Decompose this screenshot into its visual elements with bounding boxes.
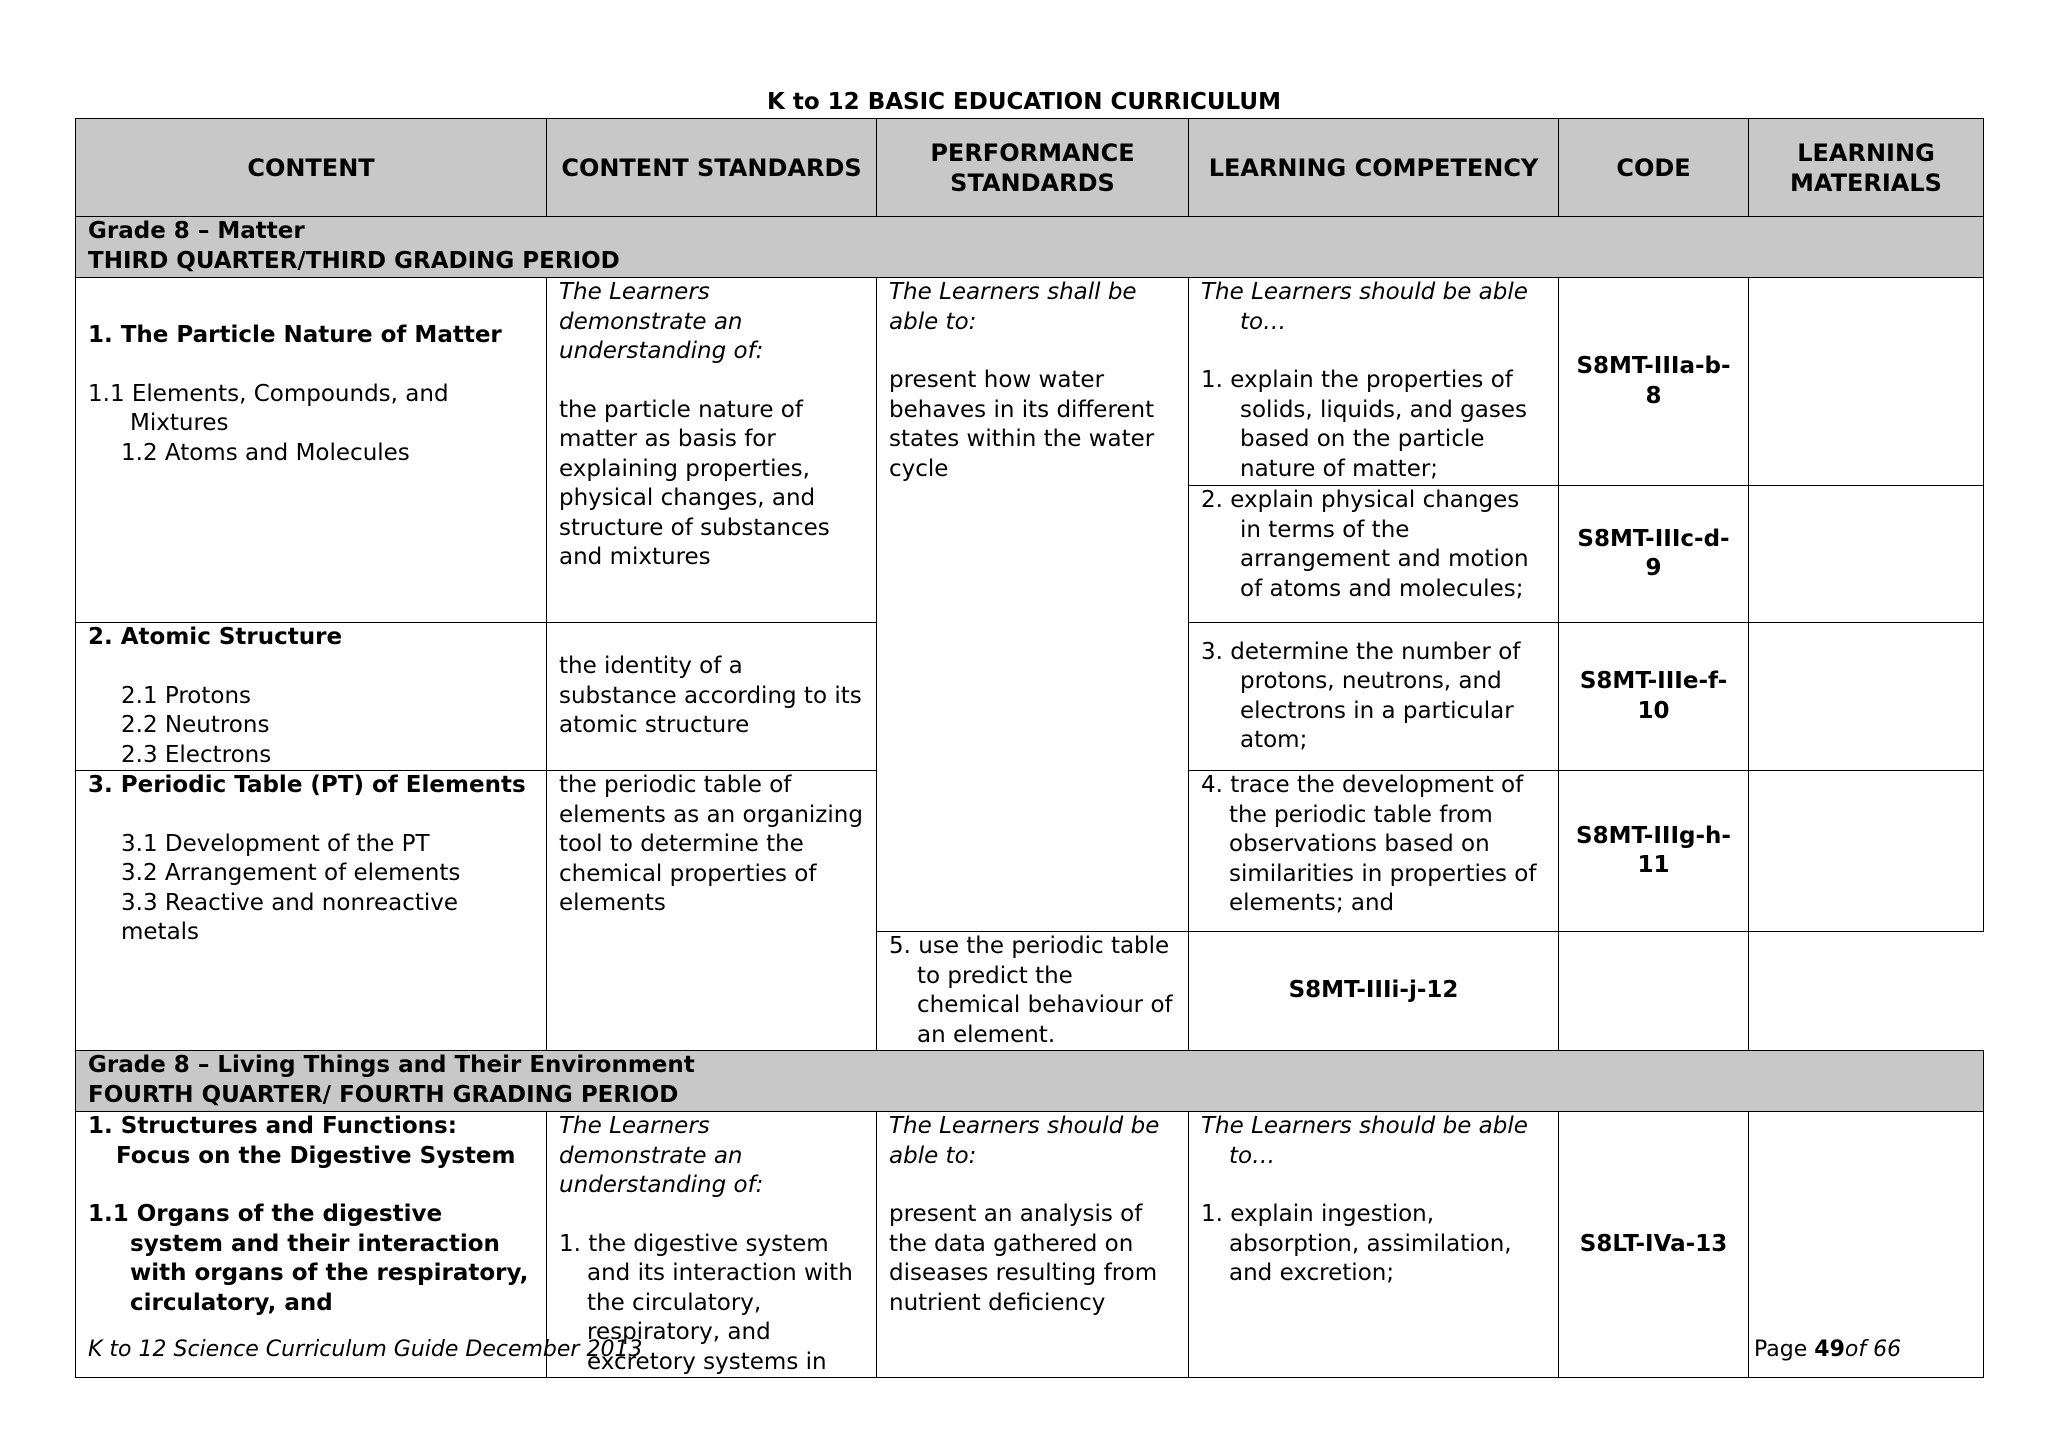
content-standard-text: 1. the digestive system and its interaction with the circulatory, respiratory, and excretory systems in bbox=[559, 1230, 853, 1375]
learning-competency-cell bbox=[1189, 771, 1559, 932]
code-cell: S8LT-IVa-13 bbox=[1559, 1112, 1749, 1378]
curriculum-table bbox=[75, 118, 1984, 1378]
header-content-standards: CONTENT STANDARDS bbox=[547, 119, 877, 217]
section-row-grade8-living-things bbox=[76, 1051, 1984, 1112]
section-row-grade8-matter bbox=[76, 217, 1984, 278]
performance-standard-text: present an analysis of the data gathered on diseases resulting from nutrient deficiency bbox=[889, 1201, 1158, 1316]
section-heading bbox=[76, 217, 1984, 278]
performance-standard-text: present how water behaves in its different states within the water cycle bbox=[889, 367, 1155, 482]
content-standard-text: the periodic table of elements as an organizing tool to determine the chemical properties of elements bbox=[559, 772, 863, 916]
performance-standard-cell bbox=[877, 1112, 1189, 1378]
subtopic: 1.2 Atoms and Molecules bbox=[121, 439, 410, 466]
code-cell: S8MT-IIIg-h-11 bbox=[1559, 771, 1749, 932]
header-learning-competency: LEARNING COMPETENCY bbox=[1189, 119, 1559, 217]
subtopic: 3.1 Development of the PT bbox=[121, 830, 430, 857]
lc-intro: The Learners should be able to… bbox=[1201, 279, 1528, 335]
subtopic: 3.2 Arrangement of elements bbox=[121, 860, 461, 886]
header-content: CONTENT bbox=[76, 119, 547, 217]
header-code: CODE bbox=[1559, 119, 1749, 217]
ps-intro: The Learners should be able to: bbox=[889, 1113, 1160, 1169]
performance-standard-cell bbox=[877, 278, 1189, 932]
cs-intro: The Learners demonstrate an understanding of: bbox=[559, 279, 764, 364]
section-heading bbox=[76, 1051, 1984, 1112]
footer-page-number bbox=[1754, 1337, 1901, 1362]
code-cell: S8MT-IIIc-d-9 bbox=[1559, 486, 1749, 623]
learning-competency-cell bbox=[1189, 623, 1559, 771]
header-learning-materials: LEARNING MATERIALS bbox=[1749, 119, 1984, 217]
learning-competency-cell bbox=[1189, 1112, 1559, 1378]
materials-cell bbox=[1559, 932, 1749, 1051]
subtopic: 2.3 Electrons bbox=[121, 741, 272, 768]
competency-text: 5. use the periodic table to predict the chemical behaviour of an element. bbox=[889, 933, 1173, 1048]
topic-title: 1. Structures and Functions: Focus on the Digestive System bbox=[88, 1113, 516, 1169]
subtopic: 2.1 Protons bbox=[121, 682, 252, 709]
content-standard-text: the identity of a substance according to its atomic structure bbox=[559, 653, 862, 739]
learning-competency-cell bbox=[1189, 278, 1559, 486]
cs-intro: The Learners demonstrate an understanding of: bbox=[559, 1113, 764, 1198]
grade-label: Grade 8 – Matter bbox=[88, 218, 305, 244]
learning-competency-cell bbox=[1189, 486, 1559, 623]
lc-intro: The Learners should be able to… bbox=[1201, 1113, 1528, 1169]
quarter-label: THIRD QUARTER/THIRD GRADING PERIOD bbox=[88, 247, 620, 274]
grade-label: Grade 8 – Living Things and Their Environment bbox=[88, 1052, 695, 1078]
competency-text: 4. trace the development of the periodic table from observations based on similarities in properties of elements; and bbox=[1201, 772, 1537, 916]
content-standard-text: the particle nature of matter as basis for explaining properties, physical changes, and structure of substances and mixtures bbox=[559, 396, 830, 570]
materials-cell bbox=[1749, 486, 1984, 623]
subtopic: 1.1 Organs of the digestive system and their interaction with organs of the respiratory, circulatory, and bbox=[88, 1201, 529, 1316]
competency-text: 2. explain physical changes in terms of the arrangement and motion of atoms and molecules; bbox=[1201, 487, 1529, 602]
page-current: 49 bbox=[1814, 1337, 1845, 1362]
content-cell bbox=[76, 278, 547, 623]
subtopic: 3.3 Reactive and nonreactive metals bbox=[121, 889, 459, 945]
topic-title: 3. Periodic Table (PT) of Elements bbox=[88, 772, 526, 798]
subtopic: 1.1 Elements, Compounds, and Mixtures bbox=[88, 380, 449, 436]
content-standard-cell bbox=[547, 278, 877, 623]
materials-cell bbox=[1749, 771, 1984, 932]
table-row bbox=[76, 278, 1984, 486]
competency-text: 3. determine the number of protons, neutrons, and electrons in a particular atom; bbox=[1201, 638, 1521, 753]
topic-title: 2. Atomic Structure bbox=[88, 624, 343, 650]
code-cell: S8MT-IIIa-b-8 bbox=[1559, 278, 1749, 486]
table-header-row bbox=[76, 119, 1984, 217]
quarter-label: FOURTH QUARTER/ FOURTH GRADING PERIOD bbox=[88, 1081, 679, 1108]
document-title: K to 12 BASIC EDUCATION CURRICULUM bbox=[767, 89, 1281, 115]
page-label: Page bbox=[1754, 1337, 1808, 1362]
code-cell: S8MT-IIIi-j-12 bbox=[1189, 932, 1559, 1051]
ps-intro: The Learners shall be able to: bbox=[889, 279, 1137, 335]
code-cell: S8MT-IIIe-f-10 bbox=[1559, 623, 1749, 771]
competency-text: 1. explain the properties of solids, liquids, and gases based on the particle nature of matter; bbox=[1201, 367, 1527, 482]
page-total: of 66 bbox=[1844, 1337, 1902, 1362]
content-standard-cell bbox=[547, 623, 877, 771]
footer-guide-title: K to 12 Science Curriculum Guide December 2013 bbox=[88, 1337, 643, 1362]
topic-title: 1. The Particle Nature of Matter bbox=[88, 322, 502, 348]
materials-cell bbox=[1749, 623, 1984, 771]
content-cell bbox=[76, 623, 547, 771]
header-performance-standards: PERFORMANCE STANDARDS bbox=[877, 119, 1189, 217]
materials-cell bbox=[1749, 278, 1984, 486]
learning-competency-cell bbox=[877, 932, 1189, 1051]
subtopic: 2.2 Neutrons bbox=[121, 712, 270, 738]
content-standard-cell bbox=[547, 771, 877, 1051]
content-cell bbox=[76, 771, 547, 1051]
competency-text: 1. explain ingestion, absorption, assimilation, and excretion; bbox=[1201, 1201, 1512, 1286]
